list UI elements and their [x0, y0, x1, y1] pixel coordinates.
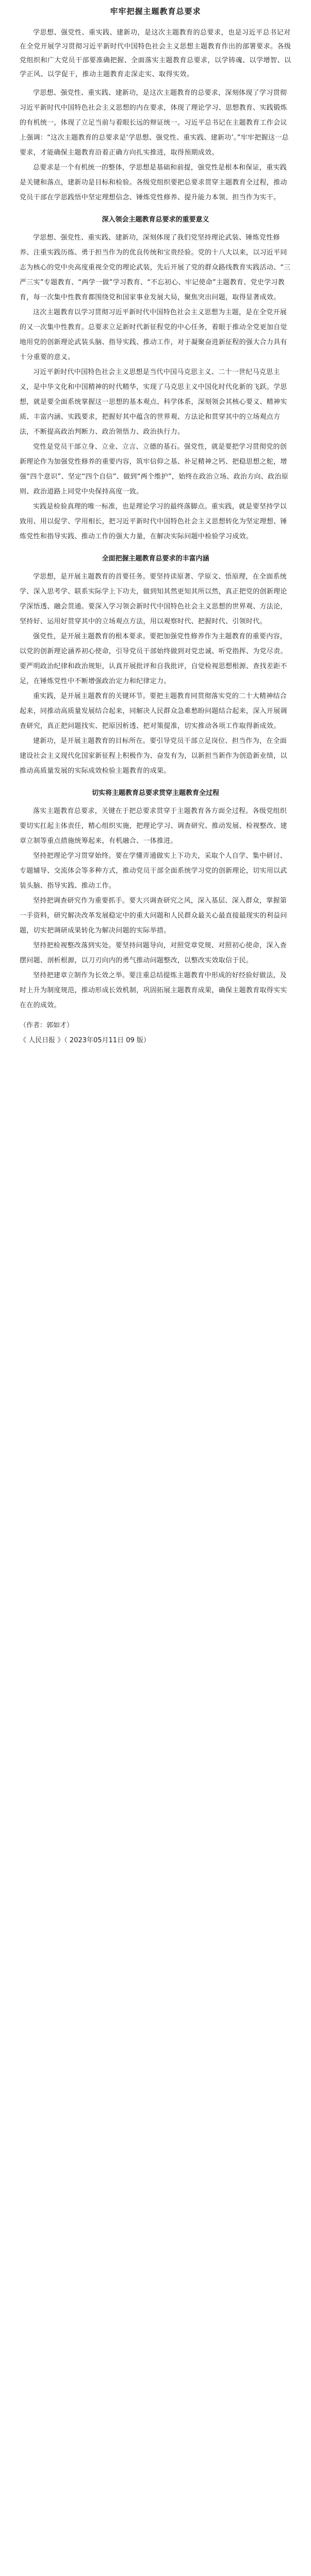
article-lead: 学思想、强党性、重实践、建新功，是这次主题教育的总要求，也是习近平总书记对在全党开展学习贯彻习近平新时代中国特色社会主义思想主题教育作出的部署要求。各级党组织和广大党员干部要准确把握、全面落实主题教育总要求，以学铸魂、以学增智、以学正风、以学促干，推动主题教育走深走实、取得实效。	[20, 29, 291, 78]
body-paragraph: 学思想、强党性、重实践、建新功，深刻体现了我们党坚持理论武装、锤炼党性修养、注重实践历练、勇于担当作为的优良传统和宝贵经验。党的十八大以来，以习近平同志为核心的党中央高度重视全党的理论武装，先后开展了党的群众路线教育实践活动、“三严三实”专题教育、“两学一做”学习教育、“不忘初心、牢记使命”主题教育、党史学习教育，每一次集中性教育都围绕党和国家事业发展大局，聚焦突出问题，取得显著成效。	[20, 234, 291, 301]
section-heading: 全面把握主题教育总要求的丰富内涵	[102, 555, 209, 563]
body-paragraph: 坚持把检视整改落到实处。要坚持问题导向，对照党章党规、对照初心使命，深入查摆问题、剖析根源，以刀刃向内的勇气推动问题整改，以整改实效取信于民。	[20, 942, 287, 964]
body-paragraph: 党性是党员干部立身、立业、立言、立德的基石。强党性，就是要把学习贯彻党的创新理论作为加强党性修养的重要内容，筑牢信仰之基、补足精神之钙、把稳思想之舵，增强“四个意识”、坚定“四个自信”、做到“两个维护”，始终在政治立场、政治方向、政治原则、政治道路上同党中央保持高度一致。	[20, 443, 289, 496]
intro-paragraph: 学思想、强党性、重实践、建新功，是这次主题教育的总要求，深刻体现了学习贯彻习近平新时代中国特色社会主义思想的内在要求，体现了理论学习、思想教育、实践锻炼的有机统一，体现了立足当前与着眼长远的辩证统一。习近平总书记在主题教育工作会议上强调：“这次主题教育的总要求是‘学思想、强党性、重实践、建新功’。”牢牢把握这一总要求，才能确保主题教育沿着正确方向扎实推进，取得预期成效。	[20, 89, 289, 157]
body-paragraph: 实践是检验真理的唯一标准，也是理论学习的最终落脚点。重实践，就是要坚持学以致用、用以促学、学用相长，把习近平新时代中国特色社会主义思想转化为坚定理想、锤炼党性和指导实践、推动工作的强大力量，在解决实际问题中检验学习成效。	[20, 503, 287, 540]
intro-paragraph: 总要求是一个有机统一的整体，学思想是基础和前提，强党性是根本和保证，重实践是关键和落点，建新功是目标和检验。各级党组织要把总要求贯穿主题教育全过程，推动党员干部在学思践悟中坚定理想信念、锤炼党性修养、提升能力本领、担当作为实干。	[20, 164, 287, 201]
body-paragraph: 重实践，是开展主题教育的关键环节。要把主题教育同贯彻落实党的二十大精神结合起来，同推动高质量发展结合起来，同解决人民群众急难愁盼问题结合起来，深入开展调查研究，真正把问题找实、把原因析透、把对策提准，切实推动各项工作取得新成效。	[20, 692, 287, 730]
body-paragraph: 坚持把建章立制作为长效之举。要注重总结提炼主题教育中形成的好经验好做法，及时上升为制度规范，推动形成长效机制，巩固拓展主题教育成果，确保主题教育取得实实在在的成效。	[20, 972, 287, 1009]
body-paragraph: 坚持把理论学习贯穿始终。要在学懂弄通做实上下功夫，采取个人自学、集中研讨、专题辅导、交流体会等多种方式，推动党员干部全面系统学习党的创新理论，切实用以武装头脑、指导实践、推动工作。	[20, 852, 287, 890]
body-paragraph: 学思想，是开展主题教育的首要任务。要坚持读原著、学原文、悟原理，在全面系统学、深入思考学、联系实际学上下功夫，做到知其然更知其所以然，真正把党的创新理论学深悟透、融会贯通。要深入学习领会新时代中国特色社会主义思想的世界观、方法论，坚持好、运用好贯穿其中的立场观点方法，用以观察时代、把握时代、引领时代。	[20, 573, 287, 625]
body-paragraph: 这次主题教育以学习贯彻习近平新时代中国特色社会主义思想为主题，是在全党开展的又一次集中性教育。总要求立足新时代新征程党的中心任务，着眼于推动全党更加自觉地用党的创新理论武装头脑、指导实践、推动工作，对于凝聚奋进新征程的强大合力具有十分重要的意义。	[20, 309, 287, 361]
section-heading: 深入领会主题教育总要求的重要意义	[102, 216, 209, 224]
section-heading: 切实将主题教育总要求贯穿主题教育全过程	[91, 789, 219, 797]
body-paragraph: 坚持把调查研究作为重要抓手。要大兴调查研究之风，深入基层、深入群众，掌握第一手资料，研究解决改革发展稳定中的重大问题和人民群众最关心最直接最现实的利益问题，切实把调研成果转化为解决问题的实际举措。	[20, 897, 287, 935]
section-2	[20, 551, 291, 778]
body-paragraph: 落实主题教育总要求，关键在于把总要求贯穿于主题教育各方面全过程。各级党组织要切实扛起主体责任，精心组织实施，把理论学习、调查研究、推动发展、检视整改、建章立制等重点措施统筹起来，有机融合、一体推进。	[20, 807, 287, 845]
body-paragraph: 强党性，是开展主题教育的根本要求。要把加强党性修养作为主题教育的重要内容，以党的创新理论涵养初心使命，引导党员干部始终做到对党忠诚、听党指挥、为党尽责。要严明政治纪律和政治规矩，认真开展批评和自我批评，自觉检视思想根源、查找差距不足，在锤炼党性中不断增强政治定力和纪律定力。	[20, 633, 287, 685]
body-paragraph: 习近平新时代中国特色社会主义思想是当代中国马克思主义、二十一世纪马克思主义，是中华文化和中国精神的时代精华，实现了马克思主义中国化时代化新的飞跃。学思想，就是要全面系统掌握这一思想的基本观点、科学体系，深刻领会其核心要义、精神实质、丰富内涵、实践要求，把握好其中蕴含的世界观、方法论和贯穿其中的立场观点方法，不断提高政治判断力、政治领悟力、政治执行力。	[20, 368, 287, 436]
section-1	[20, 212, 291, 544]
section-3	[20, 786, 291, 1013]
body-paragraph: 建新功，是开展主题教育的目标所在。要引导党员干部立足岗位、担当作为，在全面建设社会主义现代化国家新征程上积极作为、奋发有为，以新担当新作为创造新业绩，以推动高质量发展的实际成效检验主题教育的成果。	[20, 737, 287, 775]
article-title: 牢牢把握主题教育总要求	[110, 7, 201, 16]
article-intro	[20, 86, 291, 205]
article	[0, 0, 311, 1057]
article-author: （作者：郭如才）	[20, 1022, 74, 1029]
article-source: 《 人民日报 》（ 2023年05月11日 09 版）	[20, 1037, 150, 1044]
